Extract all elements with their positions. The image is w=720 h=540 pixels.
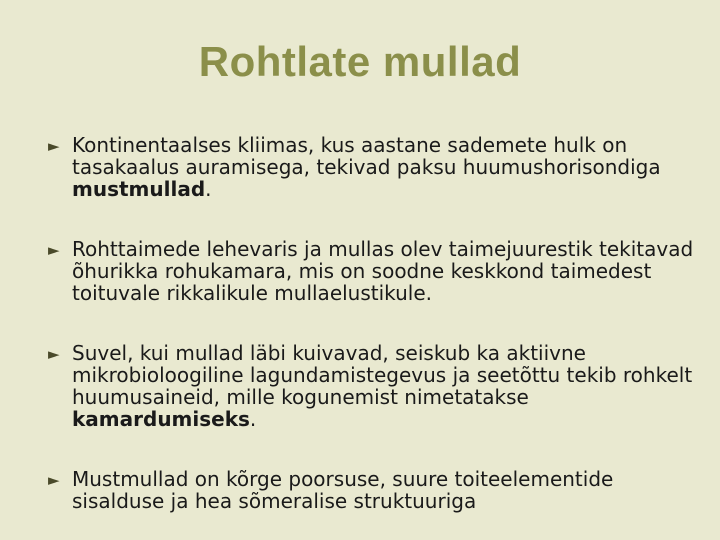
bullet-item <box>48 468 698 512</box>
bullet-arrow-icon: ► <box>48 241 60 259</box>
bullet-bold-term: mustmullad <box>72 177 206 201</box>
bullet-tail: . <box>249 407 257 431</box>
bullet-arrow-icon: ► <box>48 345 60 363</box>
bullet-text: Kontinentaalses kliimas, kus aastane sademete hulk on tasakaalus auramisega, tekivad paksu huumushorisondiga <box>72 133 661 179</box>
bullet-arrow-icon: ► <box>48 137 60 155</box>
bullet-text: Rohttaimede lehevaris ja mullas olev taimejuurestik tekitavad õhurikka rohukamara, mis on soodne keskkond taimedest toituvale rikkalikule mullaelustikule. <box>72 237 694 305</box>
bullet-list <box>48 134 698 512</box>
bullet-text: Mustmullad on kõrge poorsuse, suure toiteelementide sisalduse ja hea sõmeralise struktuuriga <box>72 467 614 513</box>
bullet-text: Suvel, kui mullad läbi kuivavad, seiskub ka aktiivne mikrobioloogiline lagundamistegevus ja seetõttu tekib rohkelt huumusaineid, mille kogunemist nimetatakse <box>72 341 693 409</box>
bullet-tail: . <box>205 177 212 201</box>
slide-title: Rohtlate mullad <box>198 38 522 85</box>
bullet-item <box>48 342 698 430</box>
bullet-bold-term: kamardumiseks <box>72 407 250 431</box>
bullet-arrow-icon: ► <box>48 471 60 489</box>
bullet-item <box>48 238 698 304</box>
bullet-item <box>48 134 698 200</box>
